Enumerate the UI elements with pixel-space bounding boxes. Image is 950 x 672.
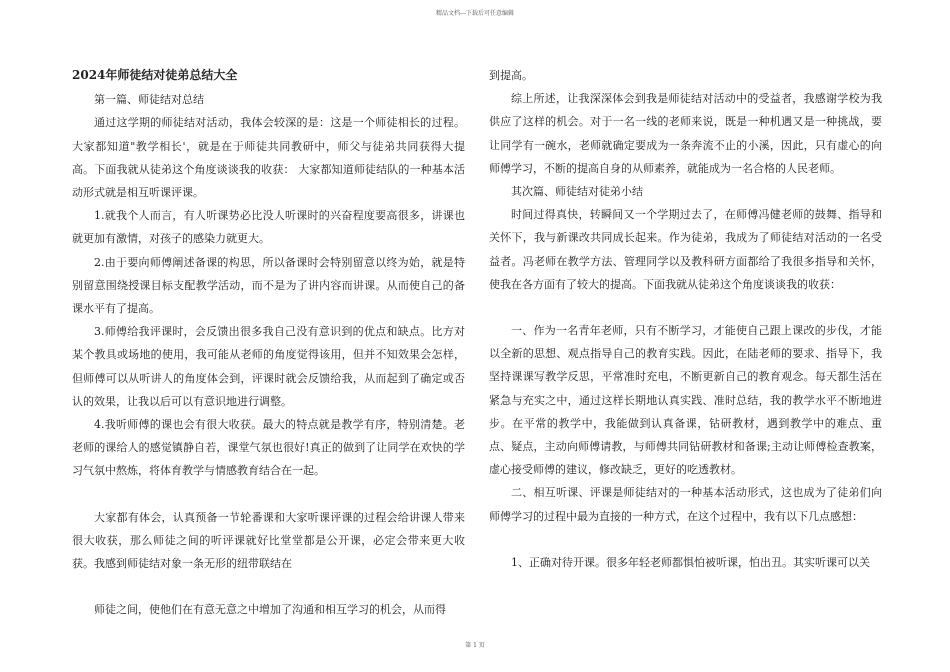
section-heading-first: 第一篇、师徒结对总结 — [94, 93, 204, 107]
paragraph-gap — [489, 528, 882, 551]
paragraph-gap — [72, 483, 465, 506]
page-footer — [0, 640, 950, 649]
section-heading-second: 其次篇、师徒结对徒弟小结 — [511, 185, 643, 199]
page-number: 第 1 页 — [465, 642, 485, 649]
paragraph: 通过这学期的师徒结对活动，我体会较深的是：这是一个师徒相长的过程。大家都知道"教学相长'，就是在于师徒共同教研中，师父与徒弟共同获得大提高。下面我就从徒弟这个角度谈谈我的收获： 大家都知道师徒结队的一种基本活动形式就是相互听课评课。 — [72, 116, 465, 200]
paragraph-gap — [72, 575, 465, 598]
header-text: 精品文档---下载后可任意编辑 — [435, 10, 515, 17]
paragraph: 综上所述，让我深深体会到我是师徒结对活动中的受益者，我感谢学校为我供应了这样的机会。对于一名一线的老师来说，既是一种机遇又是一种挑战，要让同学有一碗水，老师就确定要成为一条奔流不止的小溪，因此，只有虚心的向师傅学习，不断的提高自身的从师素养，就能成为一名合格的人民老师。 — [489, 92, 882, 175]
paragraph: 1.就我个人而言，有人听课势必比没人听课时的兴奋程度要高很多，讲课也就更加有激情，对孩子的感染力就更大。 — [72, 209, 465, 246]
paragraph-gap — [489, 296, 882, 319]
paragraph: 4.我听师傅的课也会有很大收获。最大的特点就是教学有序，特别清楚。老老师的课给人的感觉镇静自若，课堂气氛也很好!真正的做到了让同学在欢快的学习气氛中熬炼，将体育教学与情感教育结合在一起。 — [72, 418, 465, 478]
paragraph: 1、正确对待开课。很多年轻老师都惧怕被听课，怕出丑。其实听课可以关 — [511, 555, 870, 569]
left-column — [72, 64, 465, 621]
paragraph: 时间过得真快，转瞬间又一个学期过去了，在师傅冯健老师的鼓舞、指导和关怀下，我与新课改共同成长起来。作为徒弟，我成为了师徒结对活动的一名受益者。冯老师在教学方法、管理同学以及教科研方面都给了我很多指导和关怀，使我在各方面有了较大的提高。下面我就从徒弟这个角度谈谈我的收获： — [489, 208, 882, 291]
paragraph: 师徒之间，使他们在有意无意之中增加了沟通和相互学习的机会，从而得 — [94, 603, 446, 617]
document-title: 2024年师徒结对徒弟总结大全 — [72, 68, 238, 82]
paragraph: 二、相互听课、评课是师徒结对的一种基本活动形式，这也成为了徒弟们向师傅学习的过程中最为直接的一种方式，在这个过程中，我有以下几点感想： — [489, 486, 882, 523]
paragraph-continuation: 到提高。 — [489, 69, 533, 82]
paragraph: 一、作为一名青年老师，只有不断学习，才能使自己跟上课改的步伐，才能以全新的思想、观点指导自己的教育实践。因此，在陆老师的要求、指导下，我坚持课课写教学反思，平常准时充电，不断更新自己的教育观念。每天都生活在紧急与充实之中，通过这样长期地认真实践、准时总结，我的教学水平不断地进步。在平常的教学中，我能做到认真备课，钻研教材，遇到教学中的难点、重点、疑点，主动向师傅请教，与师傅共同钻研教材和备课;主动让师傅检查教案，虚心接受师傅的建议，修改缺乏，更好的吃透教材。 — [489, 324, 882, 477]
right-column — [489, 64, 882, 574]
page-header — [0, 8, 950, 17]
paragraph: 2.由于要向师傅阐述备课的构思，所以备课时会特别留意以终为始，就是特别留意围绕授课目标支配教学活动，而不是为了讲内容而讲课。从而使自己的备课水平有了提高。 — [72, 255, 465, 316]
paragraph: 3.师傅给我评课时，会反馈出很多我自己没有意识到的优点和缺点。比方对某个教具或场地的使用，我可能从老师的角度觉得该用，但并不知效果会怎样，但师傅可以从听讲人的角度体会到，评课时就会反馈给我，从而起到了确定或否认的效果，让我以后可以有意识地进行调整。 — [72, 325, 465, 408]
paragraph: 大家都有体会，认真预备一节轮番课和大家听课评课的过程会给讲课人带来很大收获，那么师徒之间的听评课就好比堂堂都是公开课，必定会带来更大收获。我感到师徒结对象一条无形的纽带联结在 — [72, 510, 465, 571]
